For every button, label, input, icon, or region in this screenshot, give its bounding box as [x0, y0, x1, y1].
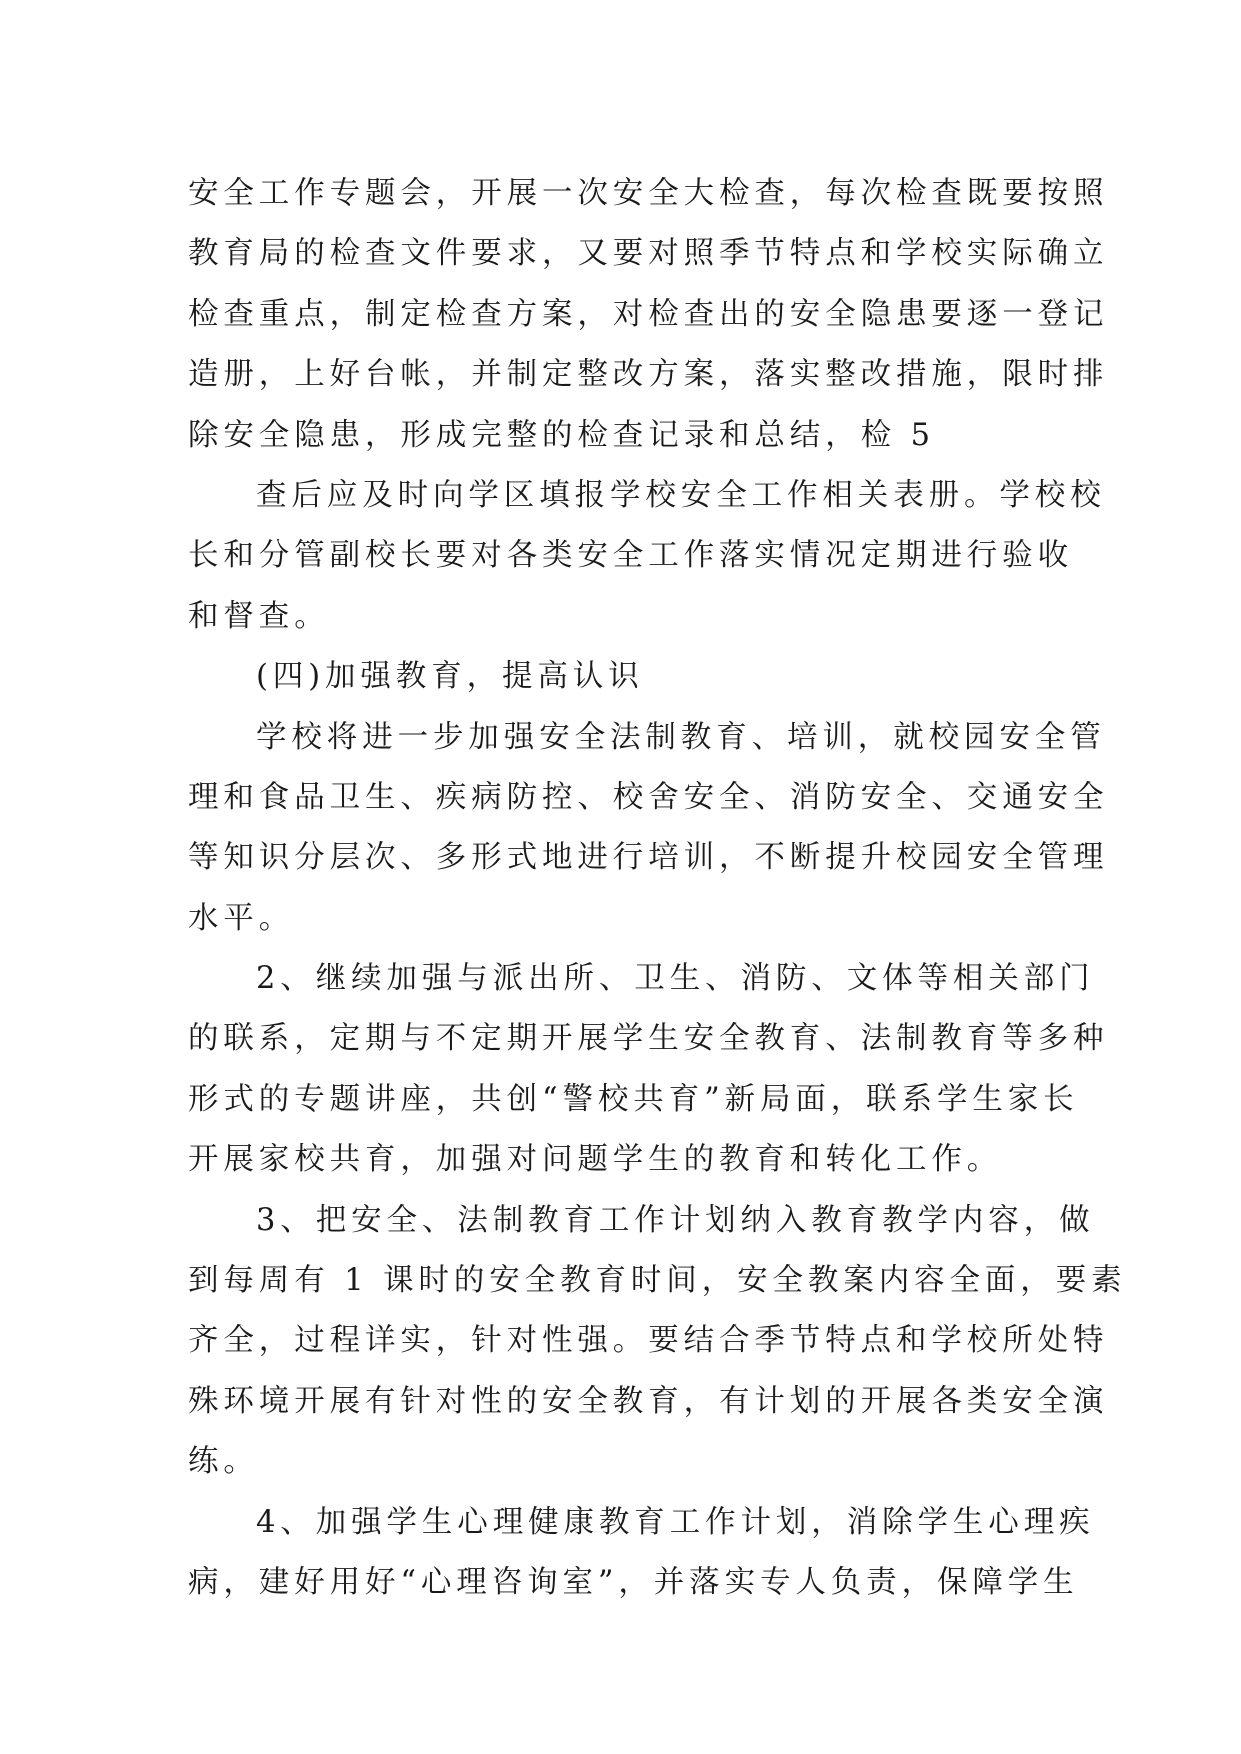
- section-heading: (四)加强教育，提高认识: [256, 659, 644, 695]
- paragraph-start-line: 3、把安全、法制教育工作计划纳入教育教学内容，做: [256, 1202, 1095, 1238]
- text-line: 练。: [188, 1444, 259, 1480]
- document-body: [188, 164, 1127, 1613]
- text-line: 造册，上好台帐，并制定整改方案，落实整改措施，限时排: [188, 357, 1109, 393]
- text-line: 长和分管副校长要对各类安全工作落实情况定期进行验收: [188, 538, 1073, 574]
- text-line: 教育局的检查文件要求，又要对照季节特点和学校实际确立: [188, 236, 1109, 272]
- text-line: 形式的专题讲座，共创“警校共育”新局面，联系学生家长: [188, 1081, 1079, 1117]
- text-line: 到每周有 1 课时的安全教育时间，安全教案内容全面，要素: [188, 1263, 1127, 1299]
- text-line: 的联系，定期与不定期开展学生安全教育、法制教育等多种: [188, 1021, 1109, 1057]
- paragraph-start-line: 查后应及时向学区填报学校安全工作相关表册。学校校: [256, 477, 1106, 513]
- text-line: 齐全，过程详实，针对性强。要结合季节特点和学校所处特: [188, 1323, 1109, 1359]
- text-line: 安全工作专题会，开展一次安全大检查，每次检查既要按照: [188, 176, 1109, 211]
- text-line: 理和食品卫生、疾病防控、校舍安全、消防安全、交通安全: [188, 779, 1109, 815]
- paragraph-start-line: 2、继续加强与派出所、卫生、消防、文体等相关部门: [256, 961, 1095, 997]
- text-line: 病，建好用好“心理咨询室”，并落实专人负责，保障学生: [188, 1564, 1079, 1600]
- text-line: 除安全隐患，形成完整的检查记录和总结，检 5: [188, 417, 935, 453]
- text-line: 殊环境开展有针对性的安全教育，有计划的开展各类安全演: [188, 1383, 1109, 1419]
- text-line: 水平。: [188, 900, 295, 936]
- text-line: 和督查。: [188, 598, 330, 634]
- text-line: 检查重点，制定检查方案，对检查出的安全隐患要逐一登记: [188, 296, 1109, 332]
- paragraph-start-line: 学校将进一步加强安全法制教育、培训，就校园安全管: [256, 719, 1106, 755]
- text-line: 等知识分层次、多形式地进行培训，不断提升校园安全管理: [188, 840, 1109, 876]
- text-line: 开展家校共育，加强对问题学生的教育和转化工作。: [188, 1142, 1003, 1178]
- paragraph-start-line: 4、加强学生心理健康教育工作计划，消除学生心理疾: [256, 1504, 1095, 1540]
